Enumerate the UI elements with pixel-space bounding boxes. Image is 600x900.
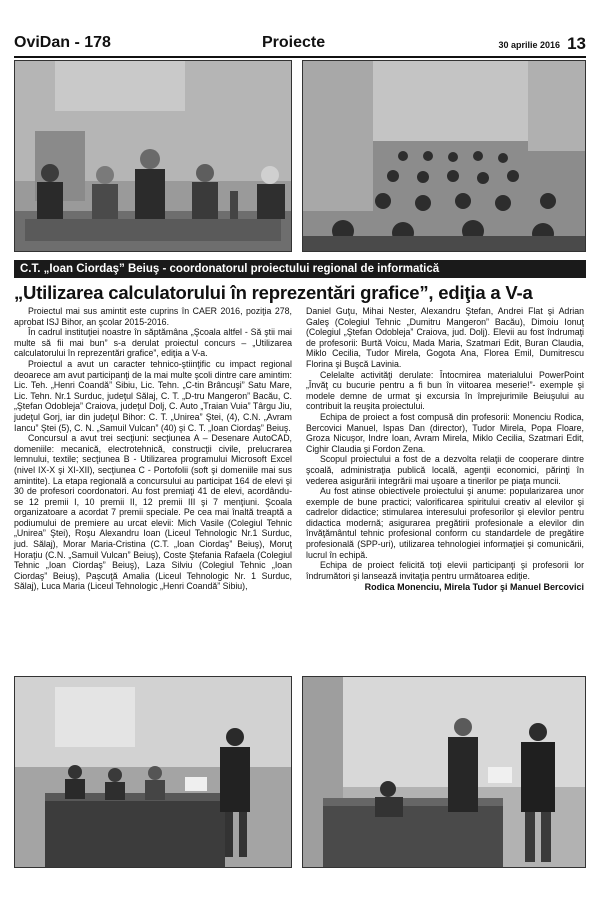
paragraph: Scopul proiectului a fost de a dezvolta relaţii de cooperare dintre şcoală, administraţia publică locală, agenţii economici, părinţi în vederea asigurării integrării mai uşoare a tinerilor pe piaţa muncii. bbox=[306, 454, 584, 486]
article-column-left bbox=[14, 306, 292, 592]
masthead bbox=[14, 34, 586, 56]
page-number: 13 bbox=[567, 34, 586, 53]
article-signature: Rodica Monenciu, Mirela Tudor şi Manuel Bercovici bbox=[364, 582, 584, 593]
paragraph: Echipa de proiect felicită toţi elevii participanţi şi profesorii lor îndrumători şi lansează invitaţia pentru următoarea ediţie. bbox=[306, 560, 584, 581]
paragraph: Echipa de proiect a fost compusă din profesorii: Monenciu Rodica, Bercovici Manuel, Ispas Dan (director), Tudor Mirela, Popa Floare, Groza Nicuşor, Indre Ioan, Avram Mirela, Miklo Cecilia, Szatmari Edit, Cighir Claudia şi Fordon Zena. bbox=[306, 411, 584, 454]
publication-issue: OviDan - 178 bbox=[14, 34, 111, 51]
article-banner: C.T. „Ioan Ciordaş” Beiuş - coordonatorul proiectului regional de informatică bbox=[14, 260, 586, 278]
photo-award-ceremony bbox=[14, 676, 292, 868]
section-title: Proiecte bbox=[262, 34, 326, 51]
paragraph: Celelalte activităţi derulate: Întocmirea materialului PowerPoint „Învăţ cu bucurie pentru a fi bun în viitoarea meserie!”- exemple şi modele demne de urmat şi excursia în împrejurimile Beiuşului au contribuit la reuşita proiectului. bbox=[306, 369, 584, 412]
article-headline: „Utilizarea calculatorului în reprezentări grafice”, ediţia a V-a bbox=[14, 282, 533, 303]
paragraph: În cadrul instituţiei noastre în săptămâna „Şcoala altfel - Să ştii mai multe să fii mai bun” s-a derulat proiectul concurs – „Utilizarea calculatorului în reprezentări grafice”, ediţia a V-a. bbox=[14, 327, 292, 359]
issue-date: 30 aprilie 2016 bbox=[498, 40, 560, 50]
header-rule bbox=[14, 56, 586, 58]
paragraph: Concursul a avut trei secţiuni: secţiunea A – Desenare AutoCAD, domeniile: mecanică, electrotehnică, construcţii civile, prelucrarea lemnului, textile; secţiunea B - Utilizarea programului Microsoft Excel (nivel IX-X şi XI-XII), secţiunea C - Portofolii (soft şi domeniile mai sus amintite). La etapa regională a concursului au participat 164 de elevi şi 30 de profesori coordonatori. Au fost premiaţi 41 de elevi, acordându-se 12 premii I, 10 premii II, 12 premii III şi 7 menţiuni. Şcoala organizatoare a acordat 7 premii speciale. Pe cea mai înaltă treaptă a podiumului de premiere au urcat elevii: Mich Vasile (Colegiul Tehnic „Unirea” Ştei), Roşu Alexandru Ioan (Liceul Tehnologic Nr.1 Surduc, jud. Sălaj), Morar Maria-Cristina (C.T. „Ioan Ciordaş” Beiuş), Moruţ Horaţiu (C.N. „Samuil Vulcan” Beiuş), Coste Ştefania Rafaela (Colegiul Tehnic „Ioan Ciordaş” Beiuş), Laza Silviu (Colegiul Tehnic „Ioan Ciordaş” Beiuş), Paşcuţă Amalia (Liceul Tehnologic Nr. 1 Surduc, Sălaj), Luca Maria (Liceul Tehnologic „Henri Coandă” Sibiu), bbox=[14, 433, 292, 592]
paragraph: Proiectul a avut un caracter tehnico-ştiinţific cu impact regional deoarece am avut participanţi de la mai multe şcoli dintre care amintim: Lic. Teh. „Henri Coandă” Sibiu, Lic. Tehn. „C-tin Brâncuşi” Satu Mare, Lic. Tehn. Nr.1 Surduc, judeţul Sălaj, C. T. „D-tru Mangeron” Bacău, C. „Ştefan Odobleja” Craiova, judeţul Dolj, C. Auto „Traian Vuia” Târgu Jiu, judeţul Gorj, iar din judeţul Bihor: C. T. „Unirea” Ştei, (4), C.N. „Avram Iancu” Ştei (5), C. N. „Samuil Vulcan” (40) şi C. T. „Ioan Ciordaş” Beiuş. bbox=[14, 358, 292, 433]
paragraph: Proiectul mai sus amintit este cuprins în CAER 2016, poziţia 278, aprobat ISJ Bihor, an şcolar 2015-2016. bbox=[14, 306, 292, 327]
photo-audience-students bbox=[302, 60, 586, 252]
paragraph: Au fost atinse obiectivele proiectului şi anume: popularizarea unor exemple de bune practici; valorificarea spiritului creativ al elevilor şi cadrelor didactice; stimularea interesului profesorilor şi elevilor pentru didactica modernă; asigurarea pregătirii profesionale a elevilor din învăţământul tehnic profesional conform cu standardele de pregătire profesională (SPP-uri), utilizarea tehnologiei informaţiei şi comunicării, lucrul în echipă. bbox=[306, 486, 584, 560]
photo-presidium-table bbox=[14, 60, 292, 252]
photo-diploma-handover bbox=[302, 676, 586, 868]
paragraph: Daniel Guţu, Mihai Nester, Alexandru Ştefan, Andrei Flat şi Adrian Galeş (Colegiul Tehnic „Dumitru Mangeron” Bacău), Dimoiu Ionuţ (Colegiul „Ştefan Odobleja” Craiova, jud. Dolj). Elevii au fost îndrumaţi de profesorii: Burtă Voicu, Mada Maria, Szatmari Edit, Buran Claudia, Miklo Cecilia, Tudor Mirela, Gogota Ana, Florea Emil, Dumitrescu Florina şi Buşcă Lavinia. bbox=[306, 306, 584, 369]
article-column-right bbox=[306, 306, 584, 593]
